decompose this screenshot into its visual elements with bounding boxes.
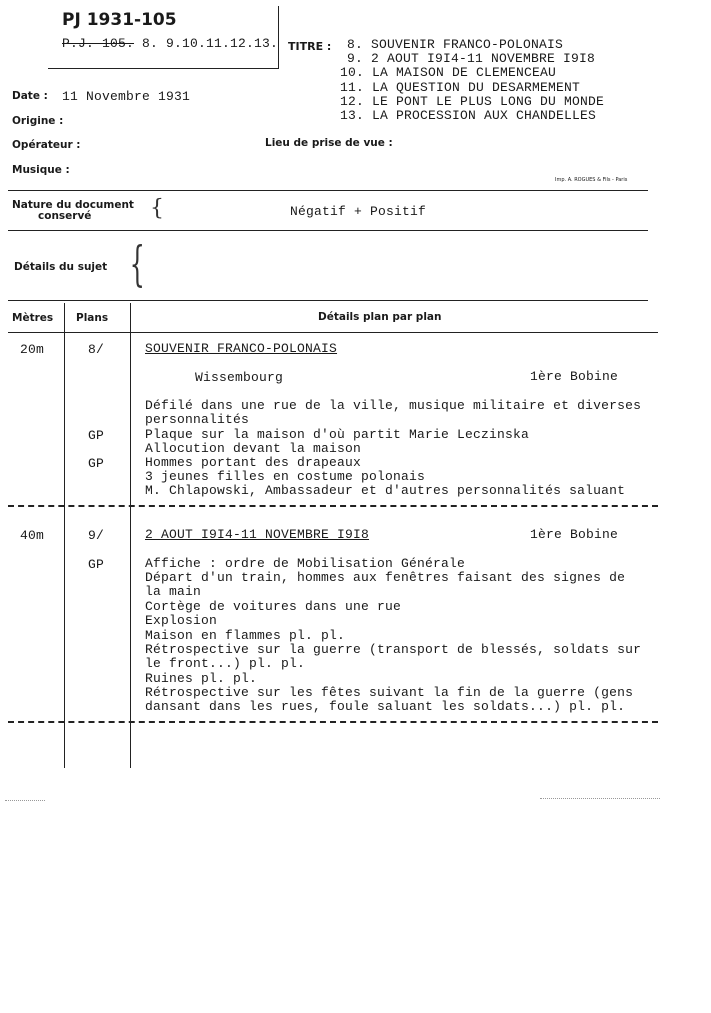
date-value: 11 Novembre 1931 [62,89,191,104]
section1-line: Plaque sur la maison d'où partit Marie Leczinska [145,427,530,442]
section1-plan-no: 8/ [88,342,105,357]
reference-numbers: 8. 9.10.11.12.13. [142,36,279,51]
section2-line: le front...) pl. pl. [145,656,306,671]
titre-item-12: 12. LE PONT LE PLUS LONG DU MONDE [340,94,605,109]
nature-bottom-rule [8,230,648,231]
details-sujet-rule [8,300,648,301]
section1-line: Hommes portant des drapeaux [145,455,362,470]
header-metres: Mètres [12,312,54,324]
section1-line: Allocution devant la maison [145,441,362,456]
section1-line: Défilé dans une rue de la ville, musique militaire et diverses [145,398,642,413]
section-divider-2 [8,721,658,723]
origine-label: Origine : [12,115,64,127]
header-details: Détails plan par plan [318,311,442,323]
section2-line: Maison en flammes pl. pl. [145,628,346,643]
section2-line: Départ d'un train, hommes aux fenêtres faisant des signes de [145,570,626,585]
operateur-label: Opérateur : [12,139,81,151]
titre-item-13: 13. LA PROCESSION AUX CHANDELLES [340,108,597,123]
section1-place: Wissembourg [195,370,284,385]
section2-plan-no: 9/ [88,528,105,543]
section1-plan-mark: GP [88,456,105,471]
nature-brace: { [150,196,164,221]
nature-label-line1: Nature du document [12,199,134,211]
section2-bobine: 1ère Bobine [530,527,619,542]
reference-struck-old: P.J. 105. [62,36,135,51]
section1-title: SOUVENIR FRANCO-POLONAIS [145,341,338,356]
titre-item-11: 11. LA QUESTION DU DESARMEMENT [340,80,581,95]
titre-item-9: 9. 2 AOUT I9I4-11 NOVEMBRE I9I8 [347,51,596,66]
date-label: Date : [12,90,48,102]
column-divider-2 [130,303,131,768]
scan-mark [5,800,45,801]
section1-metres: 20m [20,342,45,357]
section2-line: dansant dans les rues, foule saluant les soldats...) pl. pl. [145,699,626,714]
section2-line: Cortège de voitures dans une rue [145,599,402,614]
titre-item-8: 8. SOUVENIR FRANCO-POLONAIS [347,37,564,52]
details-sujet-label: Détails du sujet [14,261,108,273]
nature-value: Négatif + Positif [290,204,427,219]
reference-numbers-line [62,36,278,51]
section2-line: la main [145,584,202,599]
scan-mark [540,798,660,799]
titre-label: TITRE : [288,40,332,53]
lieu-label: Lieu de prise de vue : [265,137,393,149]
details-sujet-brace: { [129,236,145,292]
section2-metres: 40m [20,528,45,543]
section1-line: personnalités [145,412,250,427]
reference-code: PJ 1931-105 [62,10,177,30]
section2-line: Ruines pl. pl. [145,671,258,686]
section1-line: M. Chlapowski, Ambassadeur et d'autres personnalités saluant [145,483,626,498]
section1-bobine: 1ère Bobine [530,369,619,384]
section2-line: Rétrospective sur les fêtes suivant la fin de la guerre (gens [145,685,634,700]
section2-plan-mark: GP [88,557,105,572]
section2-line: Rétrospective sur la guerre (transport de blessés, soldats sur [145,642,642,657]
nature-top-rule [8,190,648,191]
musique-label: Musique : [12,164,70,176]
printer-mark: Imp. A. ROGUES & Fils - Paris [555,177,628,183]
header-bottom-rule [8,332,658,333]
section2-title: 2 AOUT I9I4-11 NOVEMBRE I9I8 [145,527,370,542]
section1-line: 3 jeunes filles en costume polonais [145,469,426,484]
section2-line: Explosion [145,613,218,628]
section2-line: Affiche : ordre de Mobilisation Générale [145,556,466,571]
column-divider-1 [64,303,65,768]
section1-plan-mark: GP [88,428,105,443]
nature-label-line2: conservé [38,210,92,222]
titre-item-10: 10. LA MAISON DE CLEMENCEAU [340,65,557,80]
header-plans: Plans [76,312,109,324]
section-divider-1 [8,505,658,507]
